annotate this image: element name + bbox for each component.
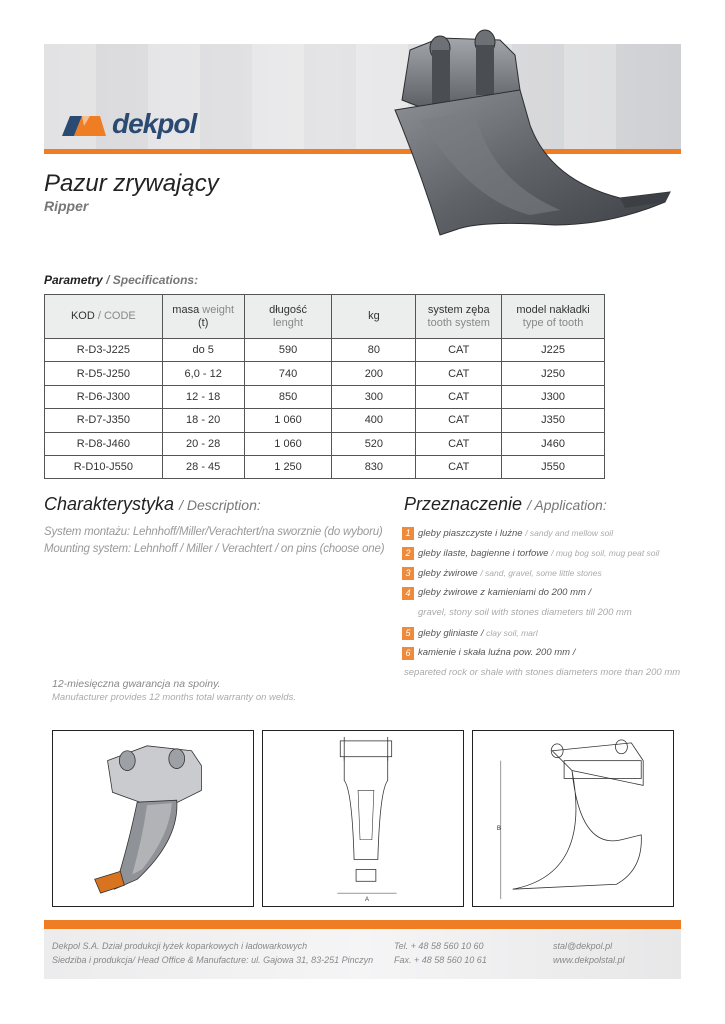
table-cell: R-D6-J300 xyxy=(45,385,163,408)
table-row xyxy=(45,409,605,432)
application-heading xyxy=(404,494,607,515)
description-heading-en: / Description: xyxy=(179,497,261,513)
specs-heading-pl: Parametry xyxy=(44,273,103,287)
table-cell: J550 xyxy=(502,455,605,478)
dekpol-logo xyxy=(60,108,196,140)
table-cell: J300 xyxy=(502,385,605,408)
footer-address: Siedziba i produkcja/ Head Office & Manufacture: ul. Gajowa 31, 83-251 Pinczyn xyxy=(52,955,374,965)
product-title: Pazur zrywający xyxy=(44,170,219,197)
footer-company: Dekpol S.A. Dział produkcji łyżek koparkowych i ładowarkowych xyxy=(52,941,308,951)
table-cell: 20 - 28 xyxy=(162,432,244,455)
ripper-front-drawing xyxy=(263,731,463,906)
table-cell: 830 xyxy=(332,455,416,478)
specs-header-row xyxy=(45,295,605,339)
table-cell: CAT xyxy=(416,385,502,408)
dimension-b-label: B xyxy=(496,825,501,832)
warranty-en: Manufacturer provides 12 months total warranty on welds. xyxy=(52,692,296,703)
table-cell: CAT xyxy=(416,455,502,478)
table-cell: 28 - 45 xyxy=(162,455,244,478)
list-item-en: / sandy and mellow soil xyxy=(525,528,614,538)
list-item-number: 5 xyxy=(402,627,414,640)
table-cell: 1 060 xyxy=(244,409,332,432)
list-item-continuation: separeted rock or shale with stones diameters more than 200 mm xyxy=(404,667,681,678)
footer-fax: Fax. + 48 58 560 10 61 xyxy=(394,955,487,965)
list-item-number: 1 xyxy=(402,527,414,540)
col-header-kg xyxy=(332,295,416,339)
list-item xyxy=(402,586,672,606)
col-header-tooth-type xyxy=(502,295,605,339)
col-header-tooth-system xyxy=(416,295,502,339)
table-cell: CAT xyxy=(416,409,502,432)
col-header-kg-pl: kg xyxy=(368,310,380,322)
list-item xyxy=(402,546,672,566)
list-item-en: / sand, gravel, some little stones xyxy=(480,568,602,578)
specs-table xyxy=(44,294,605,479)
description-heading xyxy=(44,494,261,515)
table-cell: R-D3-J225 xyxy=(45,339,163,362)
table-cell: 590 xyxy=(244,339,332,362)
list-item-en: / mug bog soil, mug peat soil xyxy=(551,548,660,558)
col-header-tooth-system-pl: system zęba xyxy=(427,303,490,316)
col-header-length xyxy=(244,295,332,339)
warranty-pl: 12-miesięczna gwarancja na spoiny. xyxy=(52,678,221,690)
application-heading-en: / Application: xyxy=(527,497,607,513)
table-cell: 300 xyxy=(332,385,416,408)
table-cell: CAT xyxy=(416,339,502,362)
table-cell: 1 250 xyxy=(244,455,332,478)
mounting-system-pl: System montażu: Lehnhoff/Miller/Verachtert/na sworznie (do wyboru) xyxy=(44,526,383,538)
ripper-side-drawing xyxy=(473,731,673,906)
col-header-length-pl: długość xyxy=(269,303,307,316)
table-cell: J225 xyxy=(502,339,605,362)
description-heading-pl: Charakterystyka xyxy=(44,494,175,514)
table-row xyxy=(45,455,605,478)
table-cell: R-D5-J250 xyxy=(45,362,163,385)
col-header-code xyxy=(45,295,163,339)
table-cell: 12 - 18 xyxy=(162,385,244,408)
table-cell: 18 - 20 xyxy=(162,409,244,432)
table-row xyxy=(45,339,605,362)
table-cell: 80 xyxy=(332,339,416,362)
table-cell: 1 060 xyxy=(244,432,332,455)
list-item-pl: gleby gliniaste / xyxy=(418,628,484,639)
list-item-number: 4 xyxy=(402,587,414,600)
list-item xyxy=(402,626,672,646)
drawing-side-view xyxy=(472,730,674,907)
application-heading-pl: Przeznaczenie xyxy=(404,494,523,514)
footer-email-link[interactable]: stal@dekpol.pl xyxy=(553,941,613,951)
table-cell: 520 xyxy=(332,432,416,455)
list-item-pl: gleby żwirowe z kamieniami do 200 mm / xyxy=(418,587,592,598)
table-row xyxy=(45,385,605,408)
table-row xyxy=(45,432,605,455)
table-cell: R-D8-J460 xyxy=(45,432,163,455)
table-cell: 200 xyxy=(332,362,416,385)
list-item-number: 2 xyxy=(402,547,414,560)
col-header-weight xyxy=(162,295,244,339)
col-header-tooth-type-pl: model nakładki xyxy=(516,303,590,316)
list-item-pl: gleby piaszczyste i lużne xyxy=(418,528,523,539)
application-list xyxy=(402,526,681,686)
col-header-weight-en: weight xyxy=(202,303,235,316)
table-cell: J350 xyxy=(502,409,605,432)
logo-wordmark: dekpol xyxy=(112,108,197,139)
list-item-pl: kamienie i skała luźna pow. 200 mm / xyxy=(418,647,576,658)
ripper-product-image xyxy=(380,20,680,250)
table-row xyxy=(45,362,605,385)
mounting-system-en: Mounting system: Lehnhoff / Miller / Verachtert / on pins (choose one) xyxy=(44,543,385,555)
list-item-continuation: gravel, stony soil with stones diameters till 200 mm xyxy=(418,607,632,618)
list-item-pl: gleby żwirowe xyxy=(418,568,478,579)
list-item-number: 6 xyxy=(402,647,414,660)
col-header-tooth-type-en: type of tooth xyxy=(522,316,584,329)
list-item xyxy=(402,566,672,586)
table-cell: J250 xyxy=(502,362,605,385)
ripper-3d-drawing xyxy=(53,731,253,906)
specs-heading-en: / Specifications: xyxy=(106,273,199,287)
col-header-weight-pl: masa xyxy=(172,303,200,316)
table-cell: 850 xyxy=(244,385,332,408)
list-item xyxy=(402,646,672,666)
col-header-weight-unit: (t) xyxy=(197,316,209,329)
col-header-length-en: lenght xyxy=(273,316,304,329)
table-cell: CAT xyxy=(416,362,502,385)
table-cell: CAT xyxy=(416,432,502,455)
table-cell: J460 xyxy=(502,432,605,455)
table-cell: do 5 xyxy=(162,339,244,362)
list-item-en: clay soil, marl xyxy=(486,628,538,638)
specs-heading xyxy=(44,273,198,287)
list-item-pl: gleby ilaste, bagienne i torfowe xyxy=(418,548,549,559)
drawing-3d-view xyxy=(52,730,254,907)
dimension-a-label: A xyxy=(364,897,369,904)
footer-band xyxy=(44,929,681,979)
footer-web-link[interactable]: www.dekpolstal.pl xyxy=(553,955,625,965)
table-cell: 6,0 - 12 xyxy=(162,362,244,385)
col-header-tooth-system-en: tooth system xyxy=(427,316,490,329)
product-subtitle: Ripper xyxy=(44,198,89,214)
list-item-number: 3 xyxy=(402,567,414,580)
list-item xyxy=(402,526,672,546)
drawing-front-view xyxy=(262,730,464,907)
footer-orange-stripe xyxy=(44,920,681,929)
dekpol-logo-icon xyxy=(60,110,108,138)
col-header-code-en: / CODE xyxy=(97,310,136,322)
table-cell: R-D7-J350 xyxy=(45,409,163,432)
footer-tel: Tel. + 48 58 560 10 60 xyxy=(394,941,484,951)
table-cell: 740 xyxy=(244,362,332,385)
table-cell: R-D10-J550 xyxy=(45,455,163,478)
col-header-code-pl: KOD xyxy=(70,310,95,322)
table-cell: 400 xyxy=(332,409,416,432)
